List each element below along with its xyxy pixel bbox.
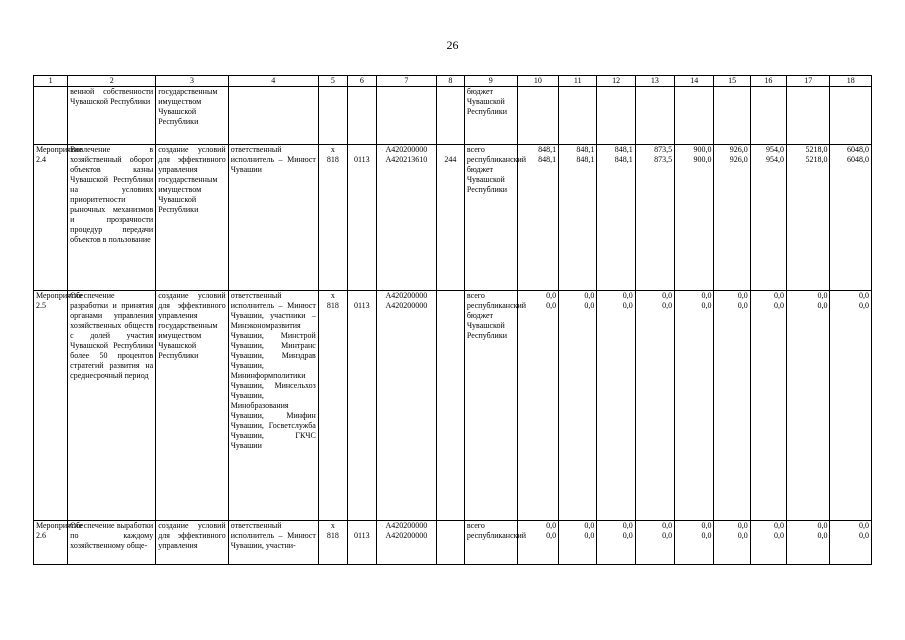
header-cell: 2 [68, 76, 156, 87]
value-cell: 926,0 926,0 [714, 145, 750, 291]
col-7: A420200000 A420200000 [376, 291, 436, 521]
value-cell: 0,0 0,0 [786, 521, 830, 565]
measure-responsible: ответственный исполнитель – Минюст Чувашии, участни- [228, 521, 318, 565]
measure-goal: создание условий для эффективного управления государственным имуществом Чувашской Республики [156, 145, 229, 291]
measure-name: Мероприятие 2.5 [34, 291, 68, 521]
value-cell: 954,0 954,0 [750, 145, 786, 291]
col-5: x 818 [318, 521, 347, 565]
value-cell: 0,0 0,0 [786, 291, 830, 521]
value-cell: 5218,0 5218,0 [786, 145, 830, 291]
col-5: x 818 [318, 291, 347, 521]
measure-name: Мероприятие 2.4 [34, 145, 68, 291]
header-cell: 5 [318, 76, 347, 87]
value-cell: 0,0 0,0 [517, 521, 558, 565]
header-cell: 18 [830, 76, 872, 87]
table-row [34, 521, 872, 565]
value-cell: 0,0 0,0 [597, 521, 635, 565]
value-cell: 6048,0 6048,0 [830, 145, 872, 291]
header-cell: 1 [34, 76, 68, 87]
header-cell: 9 [464, 76, 517, 87]
header-cell: 16 [750, 76, 786, 87]
header-cell: 12 [597, 76, 635, 87]
value-cell: 900,0 900,0 [675, 145, 714, 291]
col-6: 0113 [347, 145, 376, 291]
header-cell: 17 [786, 76, 830, 87]
page-number: 26 [446, 38, 459, 52]
value-cell: 0,0 0,0 [830, 291, 872, 521]
value-cell: 0,0 0,0 [635, 521, 674, 565]
header-cell: 6 [347, 76, 376, 87]
header-cell: 3 [156, 76, 229, 87]
header-cell: 10 [517, 76, 558, 87]
value-cell: 0,0 0,0 [559, 521, 597, 565]
col-9: всего республиканский бюджет Чувашской Республики [464, 291, 517, 521]
measure-goal: создание условий для эффективного управления [156, 521, 229, 565]
value-cell: 848,1 848,1 [559, 145, 597, 291]
value-cell: 0,0 0,0 [559, 291, 597, 521]
program-table [33, 75, 872, 565]
value-cell: 0,0 0,0 [675, 291, 714, 521]
measure-name: Мероприятие 2.6 [34, 521, 68, 565]
header-cell: 11 [559, 76, 597, 87]
col-8: 244 [436, 145, 464, 291]
header-row [34, 76, 872, 87]
continuation-description: венной собственности Чувашской Республики [68, 87, 156, 145]
col-7: A420200000 A420200000 [376, 521, 436, 565]
measure-description: Обеспечение разработки и принятия органами управления хозяйственных обществ с долей участия Чувашской Республики более 50 процентов стратегий развития на среднесрочный период [68, 291, 156, 521]
value-cell: 0,0 0,0 [635, 291, 674, 521]
measure-responsible: ответственный исполнитель – Минюст Чувашии, участники – Минэкономразвития Чувашии, Минстрой Чувашии, Минтранс Чувашии, Минздрав Чувашии, Мининформполитики Чувашии, Минсельхоз Чувашии, Минобразования Чувашии, Минфин Чувашии, Госветслужба Чувашии, ГКЧС Чувашии [228, 291, 318, 521]
continuation-goal: государственным имуществом Чувашской Республики [156, 87, 229, 145]
continuation-source: бюджет Чувашской Республики [464, 87, 517, 145]
col-5: x 818 [318, 145, 347, 291]
header-cell: 15 [714, 76, 750, 87]
table-row [34, 145, 872, 291]
header-cell: 13 [635, 76, 674, 87]
measure-description: Обеспечение выработки по каждому хозяйственному обще- [68, 521, 156, 565]
continuation-row [34, 87, 872, 145]
col-7: A420200000 A420213610 [376, 145, 436, 291]
value-cell: 0,0 0,0 [597, 291, 635, 521]
measure-description: Вовлечение в хозяйственный оборот объектов казны Чувашской Республики на условиях приоритетности рыночных механизмов и прозрачности процедур передачи объектов в пользование [68, 145, 156, 291]
col-9: всего республиканский бюджет Чувашской Республики [464, 145, 517, 291]
value-cell: 0,0 0,0 [675, 521, 714, 565]
table-row [34, 291, 872, 521]
measure-responsible: ответственный исполнитель – Минюст Чувашии [228, 145, 318, 291]
col-8 [436, 521, 464, 565]
col-6: 0113 [347, 521, 376, 565]
value-cell: 848,1 848,1 [517, 145, 558, 291]
header-cell: 8 [436, 76, 464, 87]
header-cell: 14 [675, 76, 714, 87]
value-cell: 873,5 873,5 [635, 145, 674, 291]
col-6: 0113 [347, 291, 376, 521]
value-cell: 0,0 0,0 [714, 291, 750, 521]
value-cell: 0,0 0,0 [830, 521, 872, 565]
value-cell: 848,1 848,1 [597, 145, 635, 291]
value-cell: 0,0 0,0 [750, 521, 786, 565]
measure-goal: создание условий для эффективного управления государственным имуществом Чувашской Республики [156, 291, 229, 521]
value-cell: 0,0 0,0 [750, 291, 786, 521]
header-cell: 4 [228, 76, 318, 87]
col-9: всего республиканский [464, 521, 517, 565]
value-cell: 0,0 0,0 [517, 291, 558, 521]
col-8 [436, 291, 464, 521]
header-cell: 7 [376, 76, 436, 87]
value-cell: 0,0 0,0 [714, 521, 750, 565]
